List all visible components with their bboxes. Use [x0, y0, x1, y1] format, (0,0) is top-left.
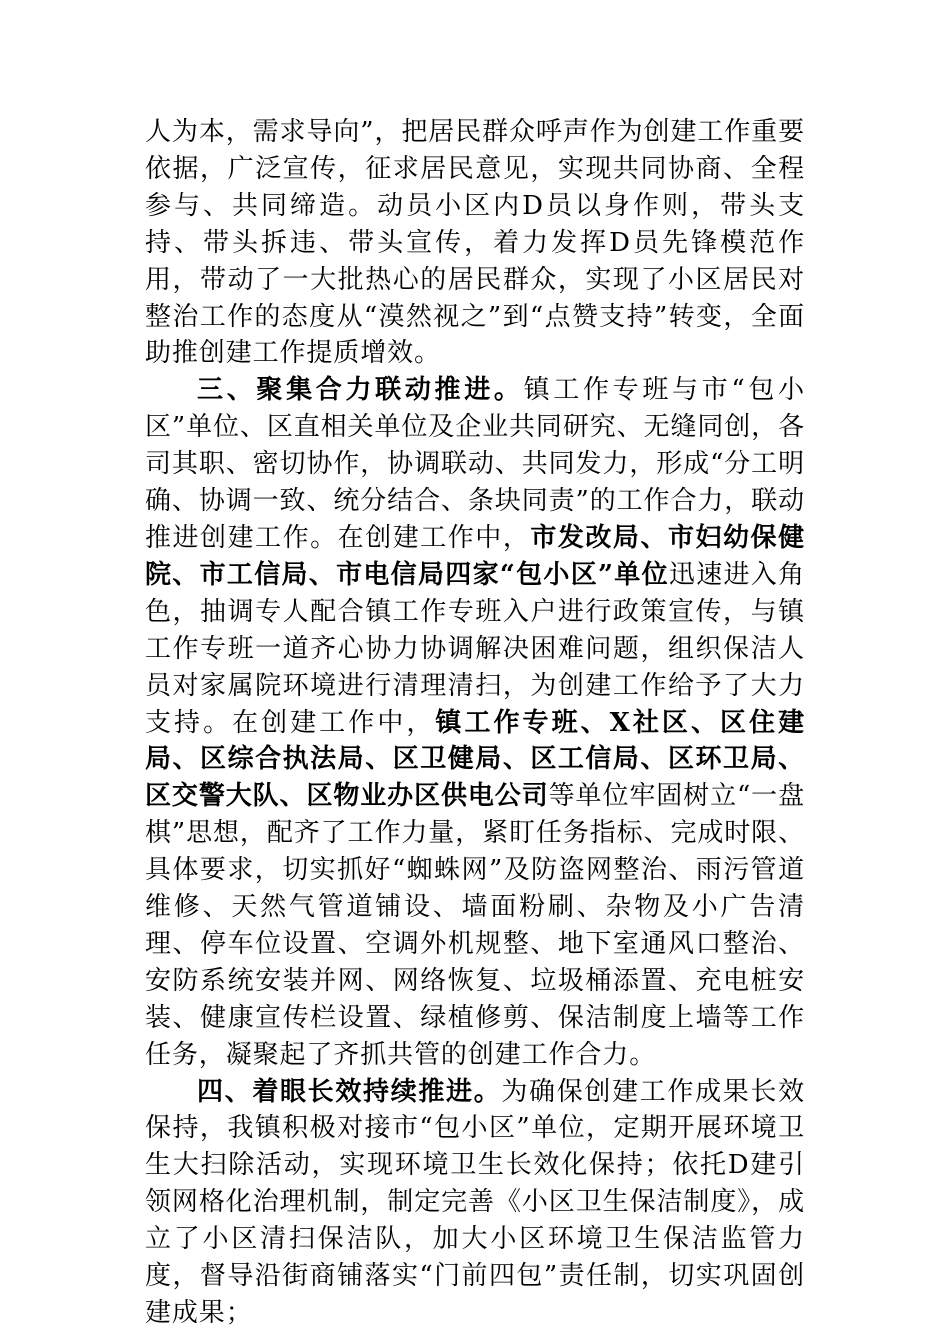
text-run: 迅速进入角色，抽调专人配合镇工作专班入户进行政策宣传，与镇工作专班一道齐心协力协调解决困难问题，组织保洁人员对家属院环境进行清理清扫，为创建工作给予了大力支持。在创建工作中， [145, 559, 805, 738]
text-run: 为确保创建工作成果长效保持，我镇积极对接市“包小区”单位，定期开展环境卫生大扫除活动，实现环境卫生长效化保持；依托D建引领网格化治理机制，制定完善《小区卫生保洁制度》，成立了小区清扫保洁队，加大小区环境卫生保洁监管力度，督导沿街商铺落实“门前四包”责任制，切实巩固创建成果； [145, 1076, 805, 1328]
paragraph-section-four [145, 1074, 805, 1332]
bold-text-run: 镇工作专班、X社区、区住建局、区综合执法局、区卫健局、区工信局、区环卫局、区交警大队、区物业办区供电公司 [145, 707, 805, 812]
section-heading-four: 四、着眼长效持续推进。 [197, 1076, 502, 1107]
text-run: 人为本，需求导向”，把居民群众呼声作为创建工作重要依据，广泛宣传，征求居民意见，实现共同协商、全程参与、共同缔造。动员小区内D员以身作则，带头支持、带头拆违、带头宣传，着力发挥D员先锋模范作用，带动了一大批热心的居民群众，实现了小区居民对整治工作的态度从“漠然视之”到“点赞支持”转变，全面助推创建工作提质增效。 [145, 117, 805, 369]
document-page [145, 114, 805, 1332]
section-heading-three: 三、聚集合力联动推进。 [197, 375, 524, 406]
text-run: 镇工作专班与市“包小区”单位、区直相关单位及企业共同研究、无缝同创，各司其职、密切协作，协调联动、共同发力，形成“分工明确、协调一致、统分结合、条块同责”的工作合力，联动推进创建工作。在创建工作中， [145, 375, 805, 553]
paragraph-section-three [145, 372, 805, 1073]
text-run: 等单位牢固树立“一盘棋”思想，配齐了工作力量，紧盯任务指标、完成时限、具体要求，切实抓好“蜘蛛网”及防盗网整治、雨污管道维修、天然气管道铺设、墙面粉刷、杂物及小广告清理、停车位设置、空调外机规整、地下室通风口整治、安防系统安装并网、网络恢复、垃圾桶添置、充电桩安装、健康宣传栏设置、绿植修剪、保洁制度上墙等工作任务，凝聚起了齐抓共管的创建工作合力。 [145, 781, 805, 1070]
bold-text-run: 市发改局、市妇幼保健院、市工信局、市电信局四家“包小区”单位 [145, 522, 805, 590]
paragraph-continuation [145, 114, 805, 372]
